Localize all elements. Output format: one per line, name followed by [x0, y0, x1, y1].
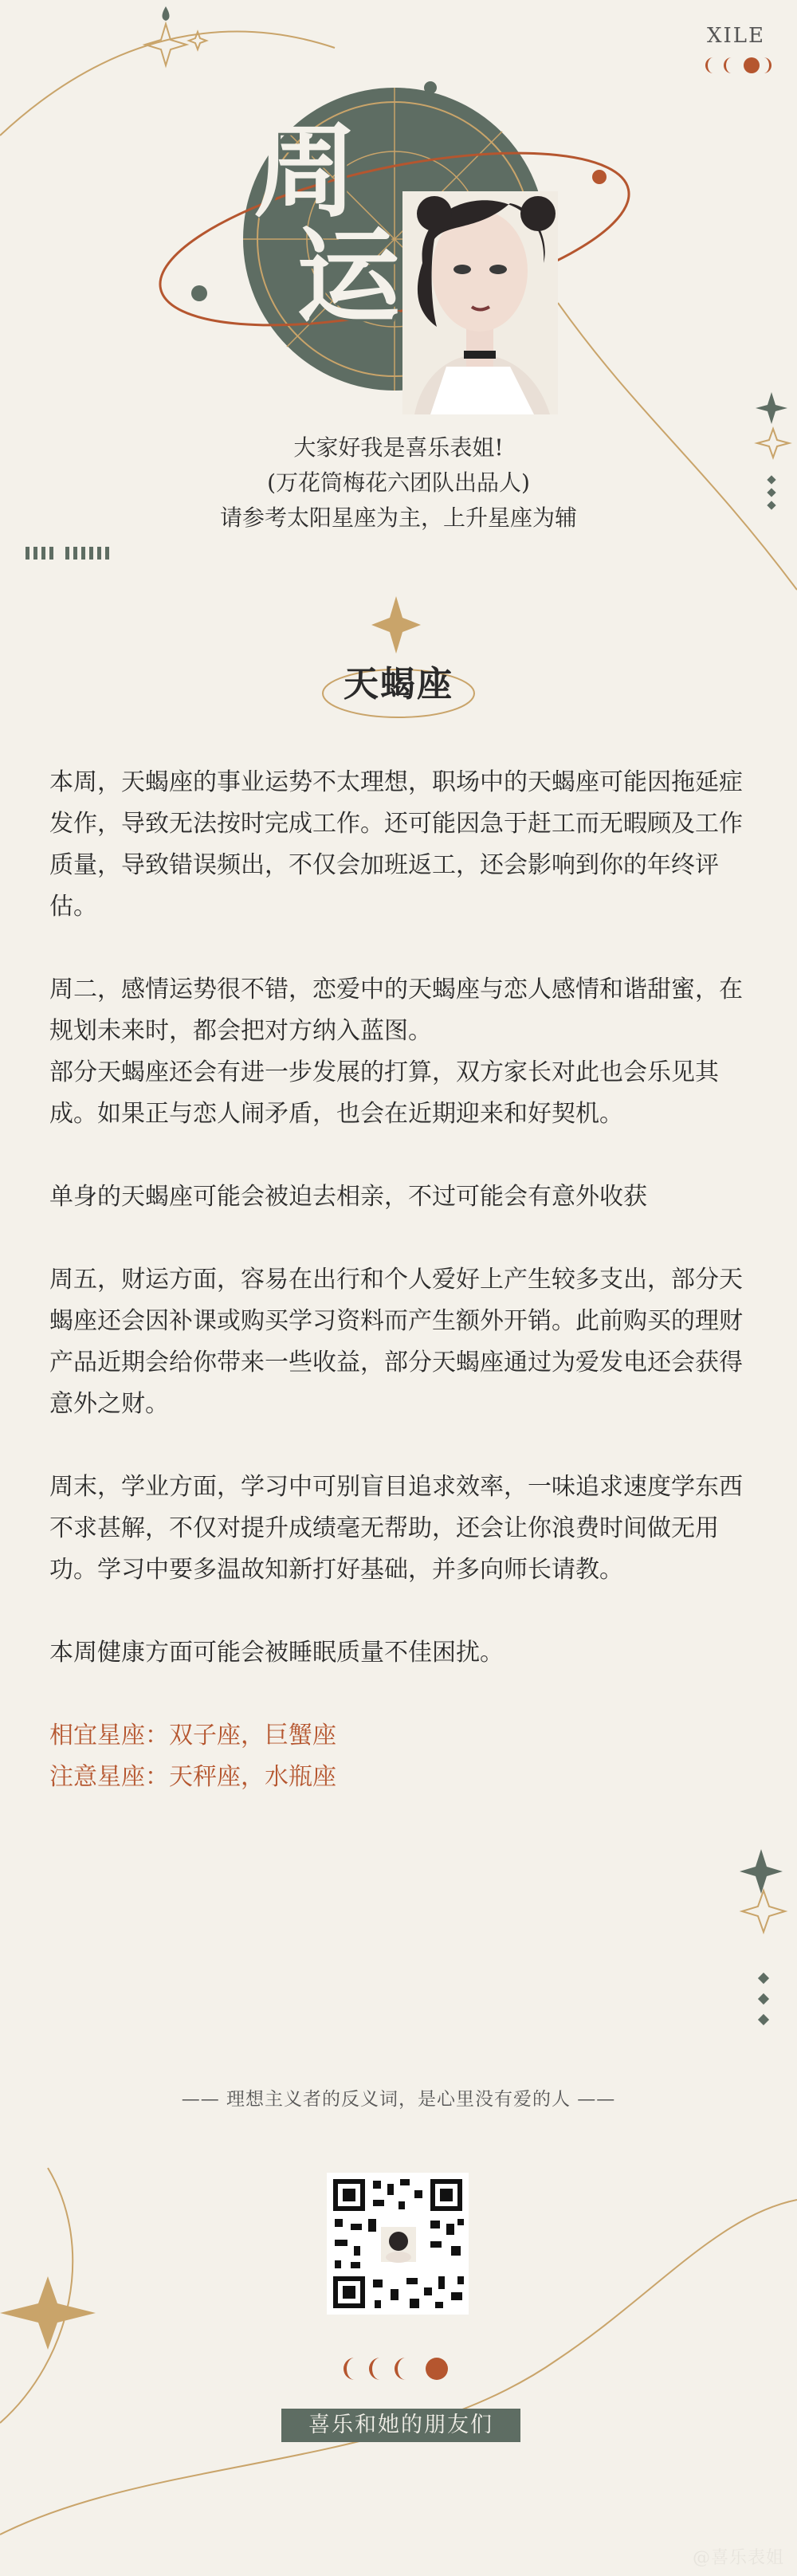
top-left-sparkles [145, 24, 206, 65]
bottom-left-star [0, 2276, 96, 2350]
paragraph-study: 周末，学业方面，学习中可别盲目追求效率，一味追求速度学东西不求甚解，不仅对提升成绩毫无帮助，还会让你浪费时间做无用功。学习中要多温故知新打好基础，并多向师长请教。 [49, 1473, 743, 1584]
paragraph-single: 单身的天蝎座可能会被迫去相亲，不过可能会有意外收获 [49, 1183, 647, 1211]
paragraph-career: 本周，天蝎座的事业运势不太理想，职场中的天蝎座可能因拖延症发作，导致无法按时完成工作。还可能因急于赶工而无暇顾及工作质量，导致错误频出，不仅会加班返工，还会影响到你的年终评估。 [49, 768, 743, 921]
sign-star [371, 596, 421, 654]
sign-title: 天蝎座 [344, 664, 453, 705]
intro-block [159, 430, 638, 536]
intro-note: 请参考太阳星座为主，上升星座为辅 [219, 505, 577, 531]
bottom-moons [344, 2358, 448, 2380]
qr-code [327, 2173, 469, 2315]
title-char-zhou: 周 [253, 110, 358, 232]
footer-label: 喜乐和她的朋友们 [281, 2409, 520, 2442]
intro-greeting: 大家好我是喜乐表姐! [293, 434, 504, 461]
compatible-signs: 相宜星座：双子座，巨蟹座 [49, 1722, 336, 1749]
top-right-moons [705, 57, 771, 73]
paragraph-love-2: 部分天蝎座还会有进一步发展的打算，双方家长对此也会乐见其成。如果正与恋人闹矛盾，也会在近期迎来和好契机。 [49, 1058, 719, 1128]
brand-logo-text: XILE [706, 24, 765, 48]
horoscope-body [49, 762, 751, 1798]
right-stars-top [756, 392, 789, 510]
intro-team: (万花筒梅花六团队出品人) [267, 469, 530, 496]
paragraph-love-1: 周二，感情运势很不错，恋爱中的天蝎座与恋人感情和谐甜蜜，在规划未来时，都会把对方纳入蓝图。 [49, 976, 743, 1045]
closing-quote: —— 理想主义者的反义词，是心里没有爱的人 —— [181, 2089, 616, 2110]
left-bars [26, 547, 109, 560]
top-drop [163, 6, 170, 21]
watermark: @喜乐表姐 [692, 2548, 784, 2568]
right-stars-bottom [740, 1849, 785, 2025]
paragraph-health: 本周健康方面可能会被睡眠质量不佳困扰。 [49, 1639, 504, 1667]
caution-signs: 注意星座：天秤座，水瓶座 [49, 1763, 336, 1791]
paragraph-money: 周五，财运方面，容易在出行和个人爱好上产生较多支出，部分天蝎座还会因补课或购买学习资料而产生额外开销。此前购买的理财产品近期会给你带来一些收益，部分天蝎座通过为爱发电还会获得意外之财。 [49, 1266, 743, 1418]
avatar-illustration [402, 191, 558, 414]
title-char-yun: 运 [296, 215, 401, 337]
bottom-left-arc [0, 2168, 73, 2423]
